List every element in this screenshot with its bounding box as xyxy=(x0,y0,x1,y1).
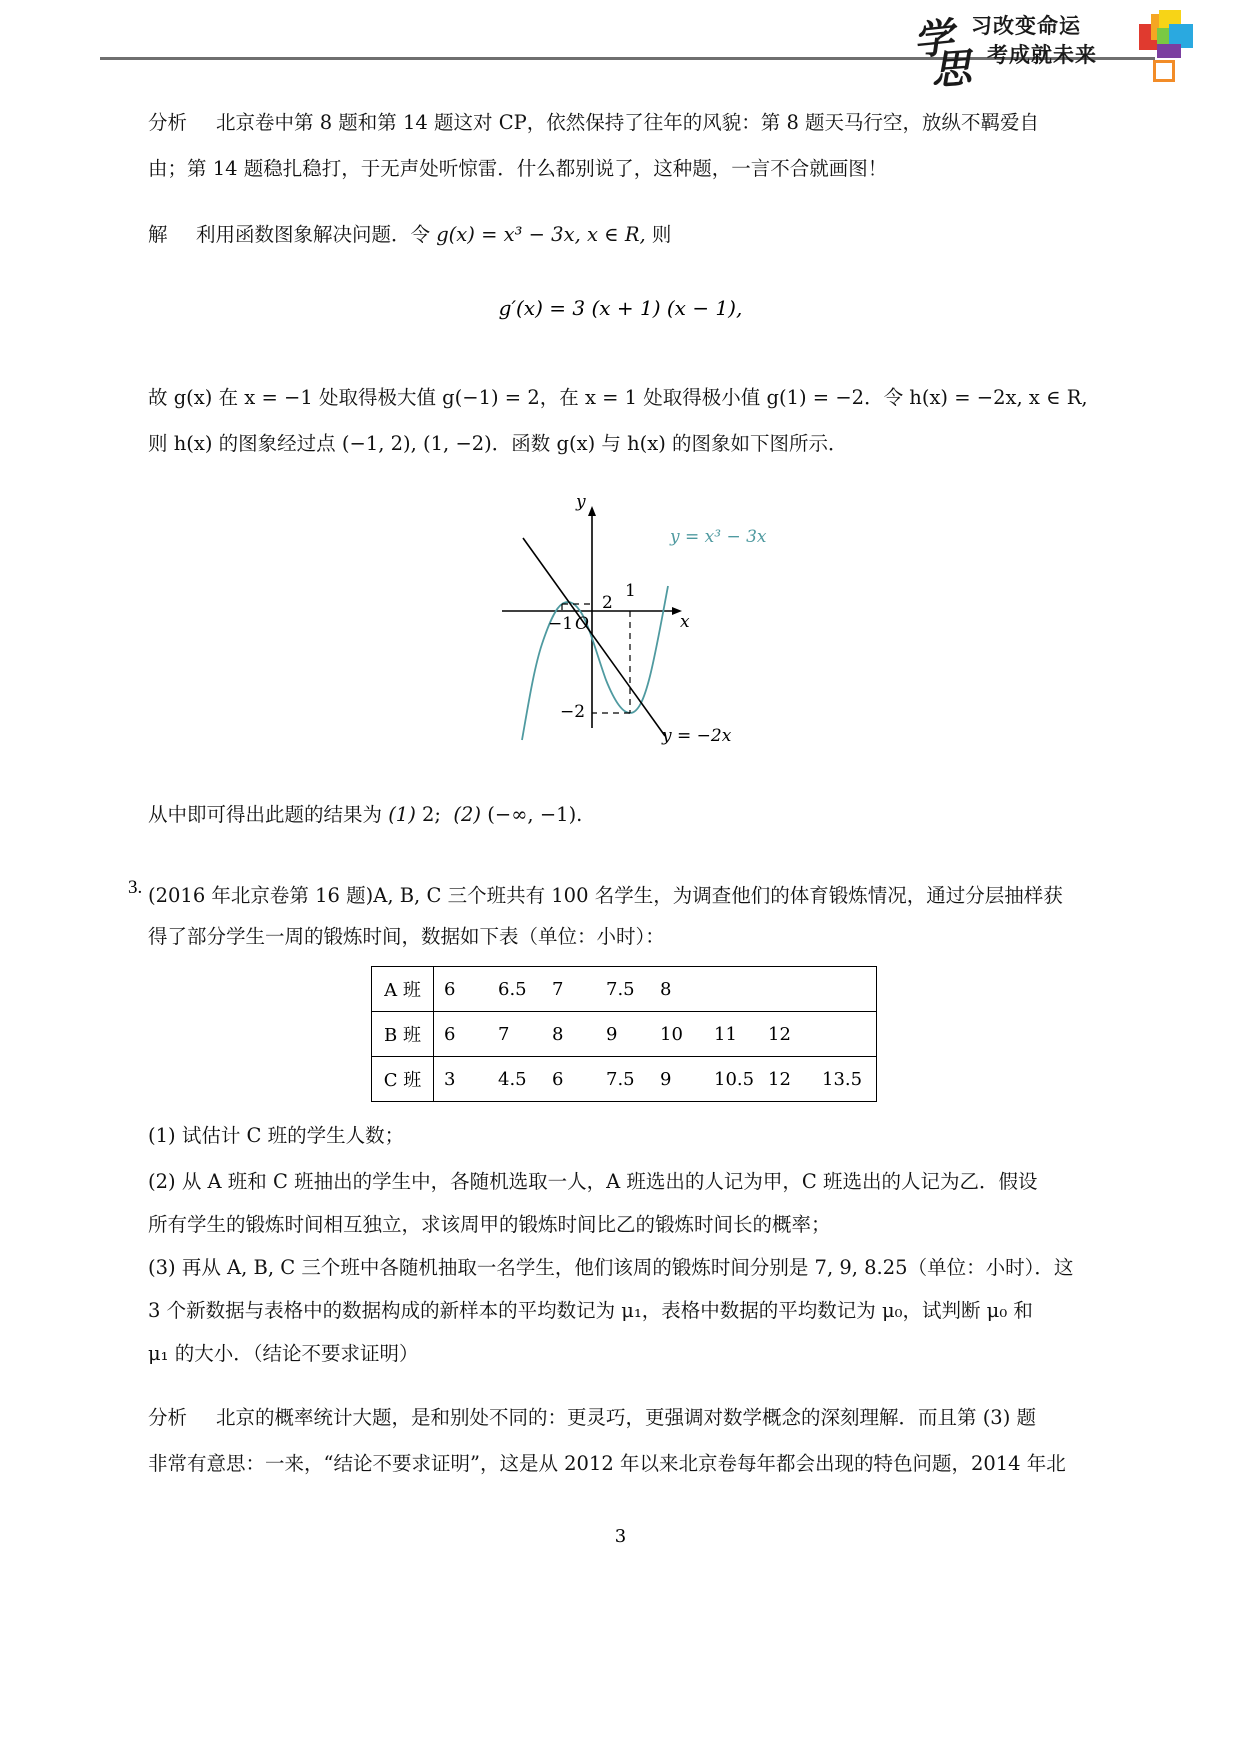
conclusion-prefix: 从中即可得出此题的结果为 xyxy=(148,803,389,826)
brand-logotype xyxy=(911,6,1113,94)
table-body xyxy=(372,967,877,1102)
graph-label-y: y xyxy=(576,492,586,512)
brand-char-xue: 学 xyxy=(911,15,954,64)
problem-3-line-1: (2016 年北京卷第 16 题)A, B, C 三个班共有 100 名学生，为调查他们的体育锻炼情况，通过分层抽样获 xyxy=(148,884,1063,907)
y-axis-arrow xyxy=(588,506,596,516)
cell-value: 6.5 xyxy=(498,978,527,1000)
solution-line-2: 故 g(x) 在 x = −1 处取得极大值 g(−1) = 2，在 x = 1 处取得极小值 g(1) = −2．令 h(x) = −2x, x ∈ R, xyxy=(148,386,1088,409)
graph-line-label: y = −2x xyxy=(662,726,732,746)
brand-slogan-line-1: 习改变命运 xyxy=(971,15,1081,38)
page-number: 3 xyxy=(614,1526,627,1547)
graph-tick-2: 2 xyxy=(602,593,613,613)
cell-value: 12 xyxy=(768,1068,791,1090)
table-row xyxy=(372,1057,877,1102)
brand-slogan-line-2: 考成就未来 xyxy=(987,44,1097,67)
logo-squares-icon xyxy=(1139,8,1201,82)
conclusion-part-a-tag: (1) xyxy=(388,803,416,826)
table-row xyxy=(372,967,877,1012)
row-values-a xyxy=(434,967,877,1012)
exercise-data-table xyxy=(371,966,877,1102)
row-label-a: A 班 xyxy=(372,967,434,1012)
cubic-curve xyxy=(522,586,668,740)
cell-value: 6 xyxy=(444,1023,456,1045)
cell-value: 10.5 xyxy=(714,1068,755,1090)
conclusion-part-b-value: (−∞, −1). xyxy=(481,803,583,826)
analysis-2-line-2: 非常有意思：一来，“结论不要求证明”，这是从 2012 年以来北京卷每年都会出现的特色问题，2014 年北 xyxy=(148,1452,1066,1475)
problem-3-number: 3. xyxy=(128,877,143,898)
cell-value: 4.5 xyxy=(498,1068,527,1090)
solution-conclusion xyxy=(148,792,582,838)
cell-value: 3 xyxy=(444,1068,456,1090)
cell-value: 6 xyxy=(552,1068,564,1090)
graph-label-origin: O xyxy=(575,614,589,634)
cell-value: 13.5 xyxy=(822,1068,863,1090)
cell-value: 7 xyxy=(552,978,564,1000)
row-values-b xyxy=(434,1012,877,1057)
solution-line-3: 则 h(x) 的图象经过点 (−1, 2), (1, −2)．函数 g(x) 与 h(x) 的图象如下图所示． xyxy=(148,432,848,455)
cell-value: 7.5 xyxy=(606,1068,635,1090)
row-label-b: B 班 xyxy=(372,1012,434,1057)
graph-tick-minus-1: −1 xyxy=(548,614,574,634)
problem-3-sub-1: (1) 试估计 C 班的学生人数； xyxy=(148,1124,405,1147)
analysis-1-label: 分析 xyxy=(148,111,188,134)
graph-tick-1: 1 xyxy=(625,581,636,601)
cell-value: 7 xyxy=(498,1023,510,1045)
cell-value: 8 xyxy=(552,1023,564,1045)
cell-value: 9 xyxy=(606,1023,618,1045)
page-header xyxy=(0,0,1241,94)
function-graph-figure xyxy=(430,468,767,758)
display-equation-gprime: g′(x) = 3 (x + 1) (x − 1), xyxy=(498,296,743,320)
problem-3-sub-3-line-3: μ₁ 的大小．（结论不要求证明） xyxy=(148,1342,419,1365)
solution-label: 解 xyxy=(148,223,168,246)
cell-value: 11 xyxy=(714,1023,737,1045)
table-row xyxy=(372,1012,877,1057)
solution-line-1-math: g(x) = x³ − 3x, x ∈ R, xyxy=(436,223,646,246)
cell-value: 10 xyxy=(660,1023,683,1045)
conclusion-part-a-value: 2; xyxy=(415,803,442,826)
cell-value: 9 xyxy=(660,1068,672,1090)
graph-label-x: x xyxy=(680,612,690,632)
cell-value: 12 xyxy=(768,1023,791,1045)
graph-tick-minus-2: −2 xyxy=(560,702,586,722)
cell-value: 8 xyxy=(660,978,672,1000)
analysis-1-line-1: 北京卷中第 8 题和第 14 题这对 CP，依然保持了往年的风貌：第 8 题天马行空，放纵不羁爱自 xyxy=(216,111,1040,134)
analysis-2-label: 分析 xyxy=(148,1406,188,1429)
cell-value: 7.5 xyxy=(606,978,635,1000)
row-label-c: C 班 xyxy=(372,1057,434,1102)
solution-line-1-text: 利用函数图象解决问题．令 xyxy=(196,223,437,246)
row-values-c xyxy=(434,1057,877,1102)
graph-curve-label: y = x³ − 3x xyxy=(670,527,767,547)
problem-3-sub-3-line-2: 3 个新数据与表格中的数据构成的新样本的平均数记为 μ₁，表格中数据的平均数记为 μ₀，试判断 μ₀ 和 xyxy=(148,1299,1033,1322)
conclusion-part-b-tag: (2) xyxy=(453,803,482,826)
problem-3-sub-3-line-1: (3) 再从 A, B, C 三个班中各随机抽取一名学生，他们该周的锻炼时间分别是 7, 9, 8.25（单位：小时）．这 xyxy=(148,1256,1074,1279)
problem-3-sub-2-line-1: (2) 从 A 班和 C 班抽出的学生中，各随机选取一人，A 班选出的人记为甲，C 班选出的人记为乙．假设 xyxy=(148,1170,1038,1193)
solution-line-1-tail: 则 xyxy=(645,223,672,246)
solution-line-1 xyxy=(196,212,671,258)
analysis-1-line-2: 由；第 14 题稳扎稳打，于无声处听惊雷．什么都别说了，这种题，一言不合就画图！ xyxy=(148,157,888,180)
problem-3-line-2: 得了部分学生一周的锻炼时间，数据如下表（单位：小时）： xyxy=(148,925,665,948)
problem-3-sub-2-line-2: 所有学生的锻炼时间相互独立，求该周甲的锻炼时间比乙的锻炼时间长的概率； xyxy=(148,1213,831,1236)
analysis-2-line-1: 北京的概率统计大题，是和别处不同的：更灵巧，更强调对数学概念的深刻理解．而且第 (3) 题 xyxy=(216,1406,1037,1429)
cell-value: 6 xyxy=(444,978,456,1000)
brand-char-si: 思 xyxy=(929,45,971,94)
